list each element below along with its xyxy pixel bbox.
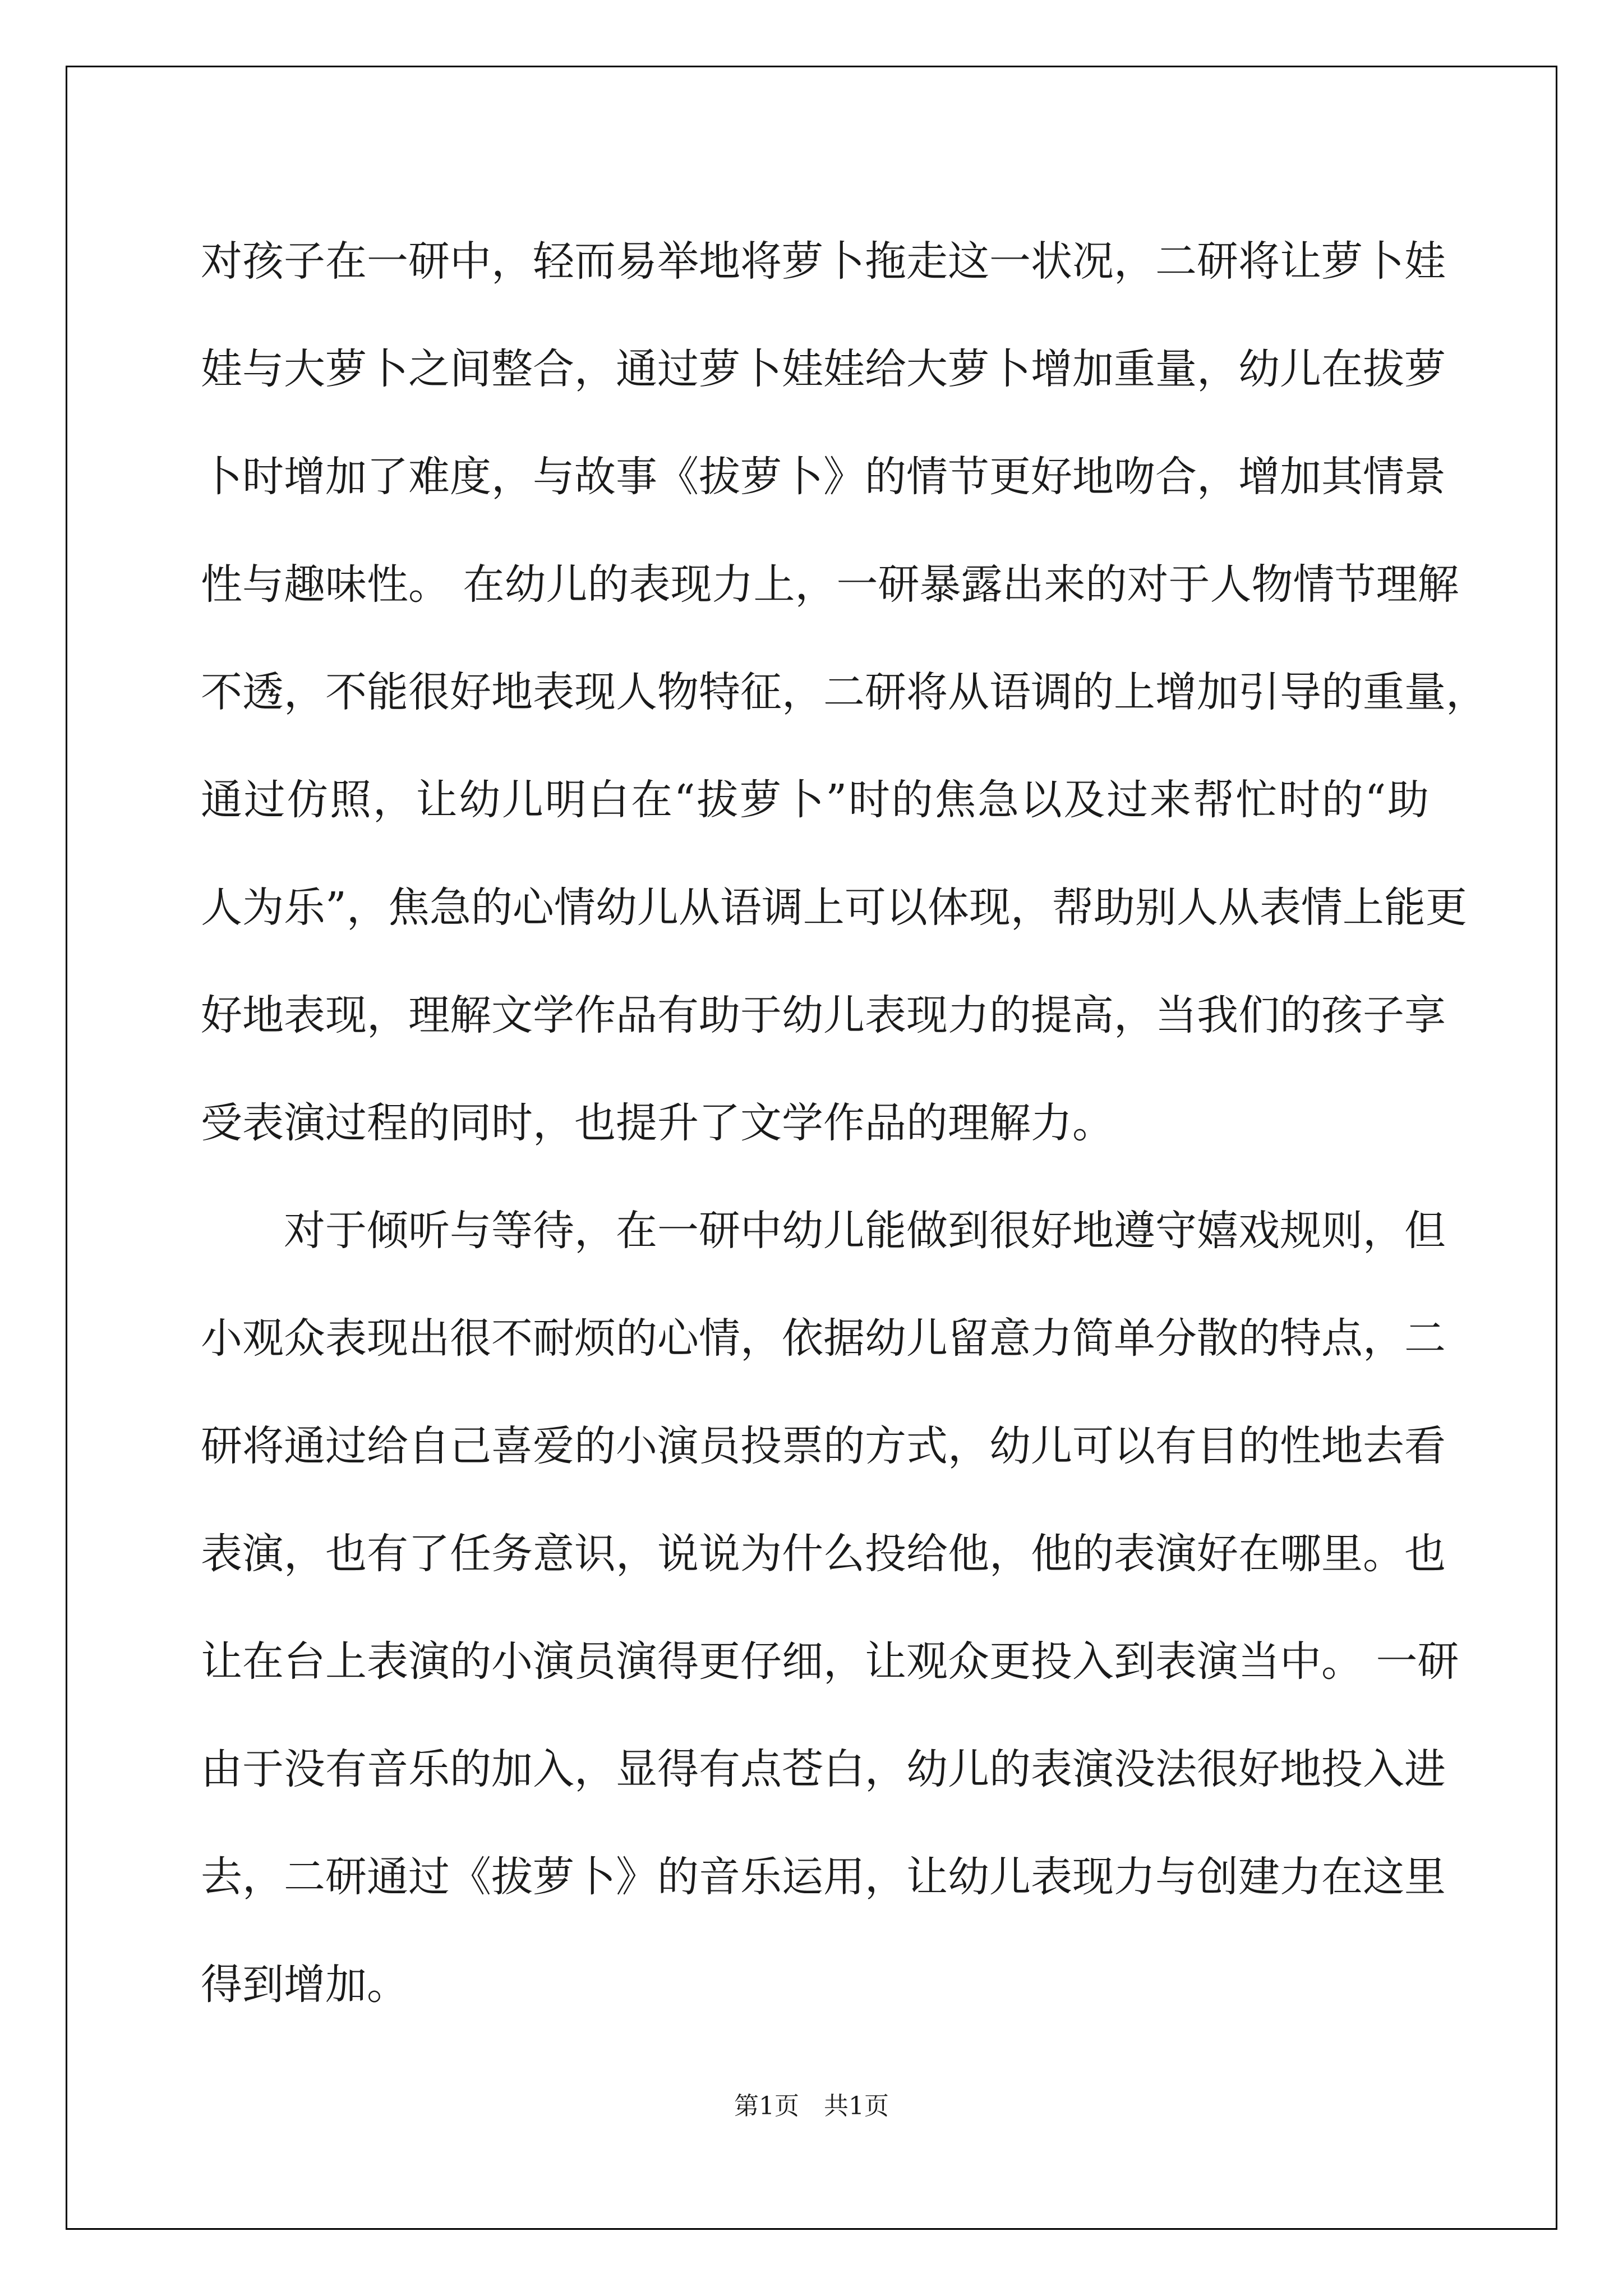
paragraph-1-line-2: 娃与大萝卜之间整合，通过萝卜娃娃给大萝卜增加重量，幼儿在拔萝 [201,345,1446,393]
paragraph-2-line-5: 让在台上表演的小演员演得更仔细，让观众更投入到表演当中。 一研 [201,1637,1459,1686]
paragraph-2-line-2: 小观众表现出很不耐烦的心情，依据幼儿留意力简单分散的特点，二 [201,1314,1446,1363]
paragraph-1-line-3: 卜时增加了难度，与故事《拔萝卜》的情节更好地吻合，增加其情景 [201,453,1446,501]
paragraph-1-line-6: 通过仿照，让幼儿明白在“拔萝卜”时的焦急以及过来帮忙时的“助 [201,776,1429,824]
paragraph-1-line-8: 好地表现，理解文学作品有助于幼儿表现力的提高，当我们的孩子享 [201,991,1446,1039]
page-number-footer: 第1页 共1页 [734,2092,889,2120]
paragraph-2-line-8: 得到增加。 [201,1961,408,2009]
paragraph-1-line-7: 人为乐”，焦急的心情幼儿从语调上可以体现，帮助别人从表情上能更 [201,884,1467,932]
paragraph-2-line-7: 去，二研通过《拔萝卜》的音乐运用，让幼儿表现力与创建力在这里 [201,1853,1446,1901]
paragraph-1-line-9: 受表演过程的同时，也提升了文学作品的理解力。 [201,1099,1114,1147]
paragraph-2-line-1: 对于倾听与等待，在一研中幼儿能做到很好地遵守嬉戏规则，但 [284,1207,1446,1255]
paragraph-1-line-5: 不透，不能很好地表现人物特征，二研将从语调的上增加引导的重量， [201,668,1487,716]
paragraph-1-line-4: 性与趣味性。 在幼儿的表现力上，一研暴露出来的对于人物情节理解 [201,560,1459,609]
paragraph-2-line-6: 由于没有音乐的加入，显得有点苍白，幼儿的表演没法很好地投入进 [201,1745,1446,1793]
paragraph-2-line-3: 研将通过给自己喜爱的小演员投票的方式，幼儿可以有目的性地去看 [201,1422,1446,1470]
document-body [201,208,1487,2039]
paragraph-2-line-4: 表演，也有了任务意识，说说为什么投给他，他的表演好在哪里。也 [201,1530,1446,1578]
paragraph-1-line-1: 对孩子在一研中，轻而易举地将萝卜拖走这一状况，二研将让萝卜娃 [201,237,1446,286]
